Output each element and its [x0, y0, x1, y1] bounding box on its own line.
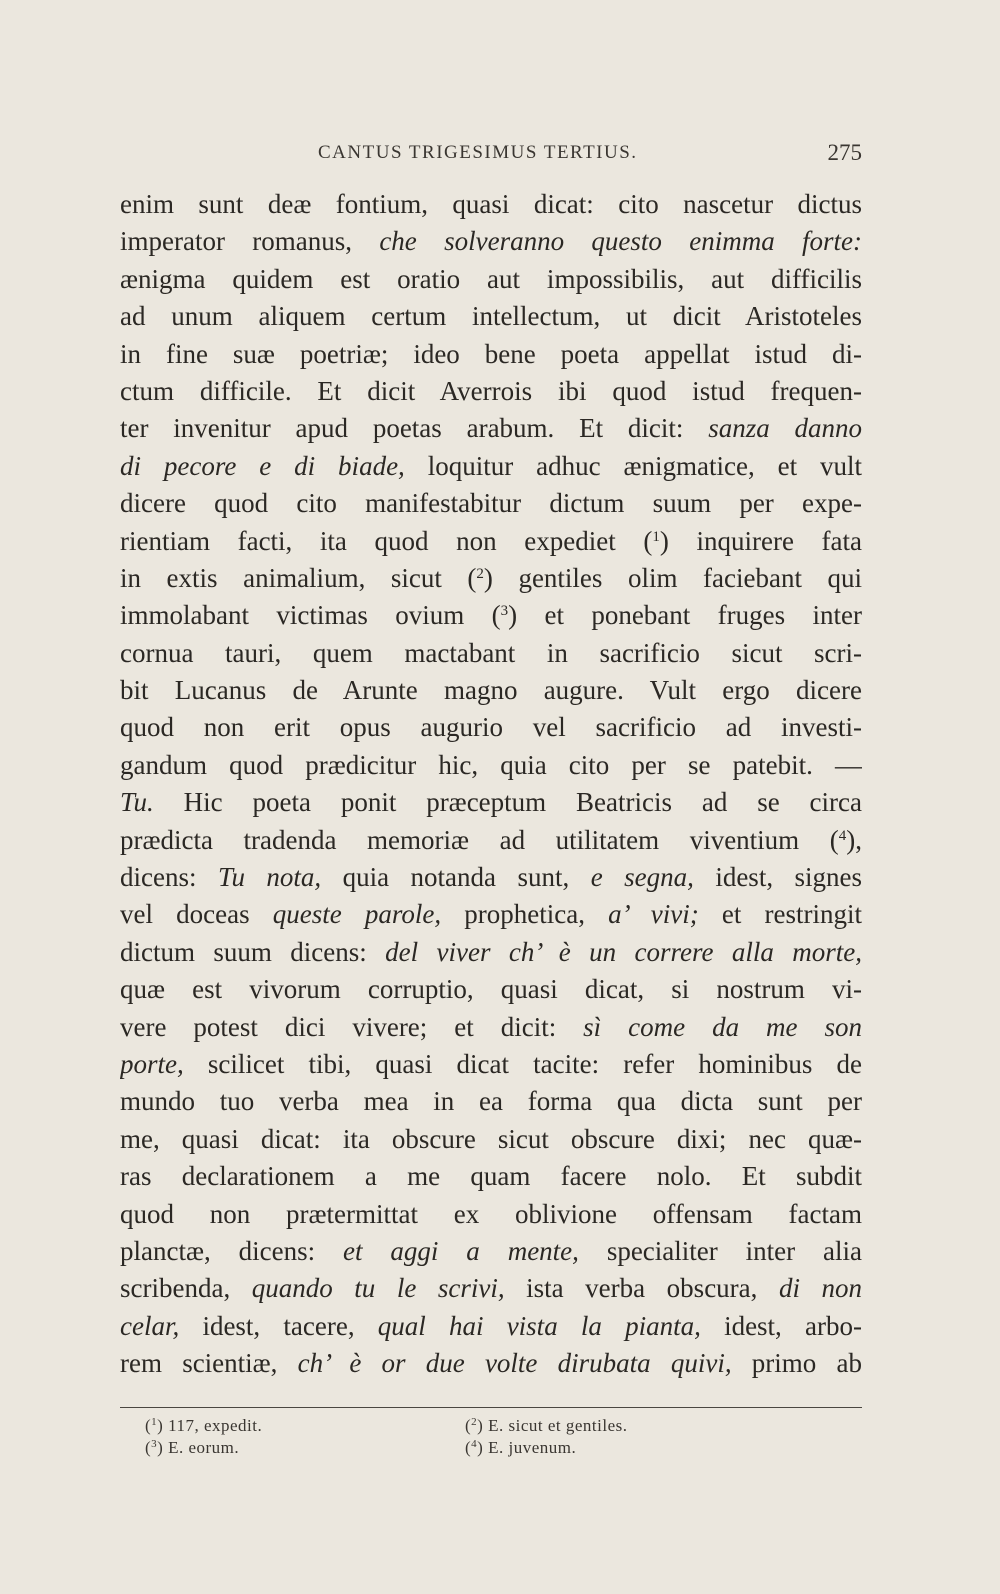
- text-run: idest, tacere,: [179, 1310, 378, 1341]
- text-line: [120, 1196, 862, 1233]
- text-line: [120, 1009, 862, 1046]
- text-line: [120, 971, 862, 1008]
- text-run: prædicta tradenda memoriæ ad utilitatem viventium (: [120, 824, 839, 855]
- italic-quote: porte,: [120, 1048, 184, 1079]
- footnote-1: ($^1$) 117, expedit.: [145, 1416, 263, 1435]
- footnote-mark: 1: [151, 1416, 158, 1428]
- footnote-text: E. eorum.: [168, 1438, 240, 1457]
- text-line: [120, 822, 862, 859]
- text-run: ctum difficile. Et dicit Averrois ibi quod istud frequen-: [120, 375, 862, 406]
- text-line: [120, 859, 862, 896]
- text-run: in extis animalium, sicut (: [120, 562, 477, 593]
- text-run: immolabant victimas ovium (: [120, 600, 501, 631]
- italic-quote: quando tu le scrivi,: [251, 1273, 505, 1304]
- text-run: rientiam facti, ita quod non expediet (: [120, 525, 653, 556]
- text-run: scribenda,: [120, 1273, 252, 1304]
- text-run: et restringit: [698, 899, 862, 930]
- text-line: [120, 1270, 862, 1307]
- italic-quote: di non: [778, 1273, 862, 1304]
- text-run: rem scientiæ,: [120, 1348, 298, 1379]
- text-run: me, quasi dicat: ita obscure sicut obscure dixi; nec quæ-: [120, 1123, 862, 1154]
- text-line: [120, 1233, 862, 1270]
- text-line: [120, 1308, 862, 1345]
- text-line: [120, 523, 862, 560]
- italic-quote: sanza danno: [708, 413, 862, 444]
- text-line: [120, 410, 862, 447]
- italic-quote: Tu nota,: [217, 862, 322, 893]
- text-run: ter invenitur apud poetas arabum. Et dicit:: [120, 413, 709, 444]
- page-number: 275: [827, 140, 862, 165]
- body-text: [120, 186, 862, 1383]
- text-run: vel doceas: [120, 899, 273, 930]
- text-line: [120, 373, 862, 410]
- italic-quote: Tu.: [120, 787, 154, 818]
- text-line: [120, 448, 862, 485]
- footnote-rule: [120, 1407, 862, 1408]
- italic-quote: sì come da me son: [583, 1011, 862, 1042]
- italic-quote: di pecore e di biade,: [120, 450, 405, 481]
- text-run: dicere quod cito manifestabitur dictum suum per expe-: [120, 488, 862, 519]
- text-line: [120, 223, 862, 260]
- footnote-text: E. juvenum.: [488, 1438, 577, 1457]
- text-line: [120, 672, 862, 709]
- text-line: [120, 336, 862, 373]
- text-run: ras declarationem a me quam facere nolo. Et subdit: [120, 1161, 862, 1192]
- text-run: ),: [846, 824, 862, 855]
- text-run: in fine suæ poetriæ; ideo bene poeta appellat istud di-: [120, 338, 862, 369]
- italic-quote: a’ vivi;: [608, 899, 699, 930]
- text-run: specialiter inter alia: [578, 1235, 862, 1266]
- text-line: [120, 709, 862, 746]
- footnote-ref: 4: [838, 827, 847, 844]
- text-line: [120, 635, 862, 672]
- text-line: [120, 1046, 862, 1083]
- footnote-text: 117, expedit.: [168, 1416, 263, 1435]
- italic-quote: et aggi a mente,: [343, 1235, 579, 1266]
- footnote-ref: 1: [652, 528, 660, 545]
- text-line: [120, 597, 862, 634]
- italic-quote: queste parole,: [272, 899, 442, 930]
- footnote-2: ($^2$) E. sicut et gentiles.: [465, 1416, 628, 1435]
- footnote-mark: 2: [471, 1416, 478, 1428]
- text-line: [120, 1083, 862, 1120]
- text-run: quæ est vivorum corruptio, quasi dicat, si nostrum vi-: [120, 974, 862, 1005]
- text-run: mundo tuo verba mea in ea forma qua dicta sunt per: [120, 1086, 862, 1117]
- italic-quote: ch’ è or due volte dirubata quivi,: [297, 1348, 732, 1379]
- running-title: CANTUS TRIGESIMUS TERTIUS.: [318, 142, 638, 163]
- text-line: [120, 934, 862, 971]
- text-run: ) gentiles olim faciebant qui: [483, 562, 862, 593]
- text-line: [120, 1121, 862, 1158]
- text-run: imperator romanus,: [120, 226, 380, 257]
- footnote-4: ($^4$) E. juvenum.: [465, 1438, 577, 1457]
- text-run: bit Lucanus de Arunte magno augure. Vult ergo dicere: [120, 675, 862, 706]
- italic-quote: qual hai vista la pianta,: [377, 1310, 701, 1341]
- page-header: [120, 140, 862, 170]
- text-run: enim sunt deæ fontium, quasi dicat: cito nascetur dictus: [120, 189, 862, 219]
- text-run: cornua tauri, quem mactabant in sacrificio sicut scri-: [120, 637, 862, 668]
- text-run: quod non erit opus augurio vel sacrificio ad investi-: [120, 712, 862, 743]
- footnote-ref: 2: [476, 565, 484, 582]
- text-run: ) et ponebant fruges inter: [508, 600, 862, 631]
- text-line: [120, 1345, 862, 1382]
- italic-quote: celar,: [120, 1310, 180, 1341]
- footnote-text: E. sicut et gentiles.: [488, 1416, 628, 1435]
- text-run: ad unum aliquem certum intellectum, ut dicit Aristoteles: [120, 301, 862, 332]
- footnote-mark: 3: [151, 1438, 158, 1450]
- text-run: planctæ, dicens:: [120, 1235, 344, 1266]
- text-run: gandum quod prædicitur hic, quia cito per se patebit. —: [120, 749, 862, 780]
- text-run: vere potest dici vivere; et dicit:: [120, 1011, 584, 1042]
- text-line: [120, 560, 862, 597]
- text-line: [120, 747, 862, 784]
- text-run: scilicet tibi, quasi dicat tacite: refer hominibus de: [183, 1048, 862, 1079]
- text-run: primo ab: [731, 1348, 862, 1379]
- italic-quote: del viver ch’ è un correre alla morte,: [385, 936, 862, 967]
- text-run: quia notanda sunt,: [321, 862, 591, 893]
- text-run: loquitur adhuc ænigmatice, et vult: [404, 450, 862, 481]
- text-line: [120, 1158, 862, 1195]
- text-run: ) inquirere fata: [659, 525, 862, 556]
- footnote-ref: 3: [500, 603, 509, 620]
- text-line: [120, 298, 862, 335]
- text-run: idest, arbo-: [700, 1310, 862, 1341]
- footnote-mark: 4: [471, 1438, 478, 1450]
- text-line: [120, 896, 862, 933]
- italic-quote: e segna,: [590, 862, 694, 893]
- text-run: dictum suum dicens:: [120, 936, 386, 967]
- text-line: [120, 485, 862, 522]
- text-line: [120, 186, 862, 223]
- text-line: [120, 261, 862, 298]
- footnote-3: ($^3$) E. eorum.: [145, 1438, 240, 1457]
- text-run: Hic poeta ponit præceptum Beatricis ad se circa: [153, 787, 862, 818]
- text-line: [120, 784, 862, 821]
- text-run: quod non prætermittat ex oblivione offensam factam: [120, 1198, 862, 1229]
- text-run: prophetica,: [441, 899, 609, 930]
- italic-quote: che solveranno questo enimma forte:: [379, 226, 862, 257]
- text-run: ista verba obscura,: [504, 1273, 779, 1304]
- text-run: ænigma quidem est oratio aut impossibilis, aut difficilis: [120, 263, 862, 294]
- text-run: dicens:: [120, 862, 218, 893]
- text-run: idest, signes: [693, 862, 862, 893]
